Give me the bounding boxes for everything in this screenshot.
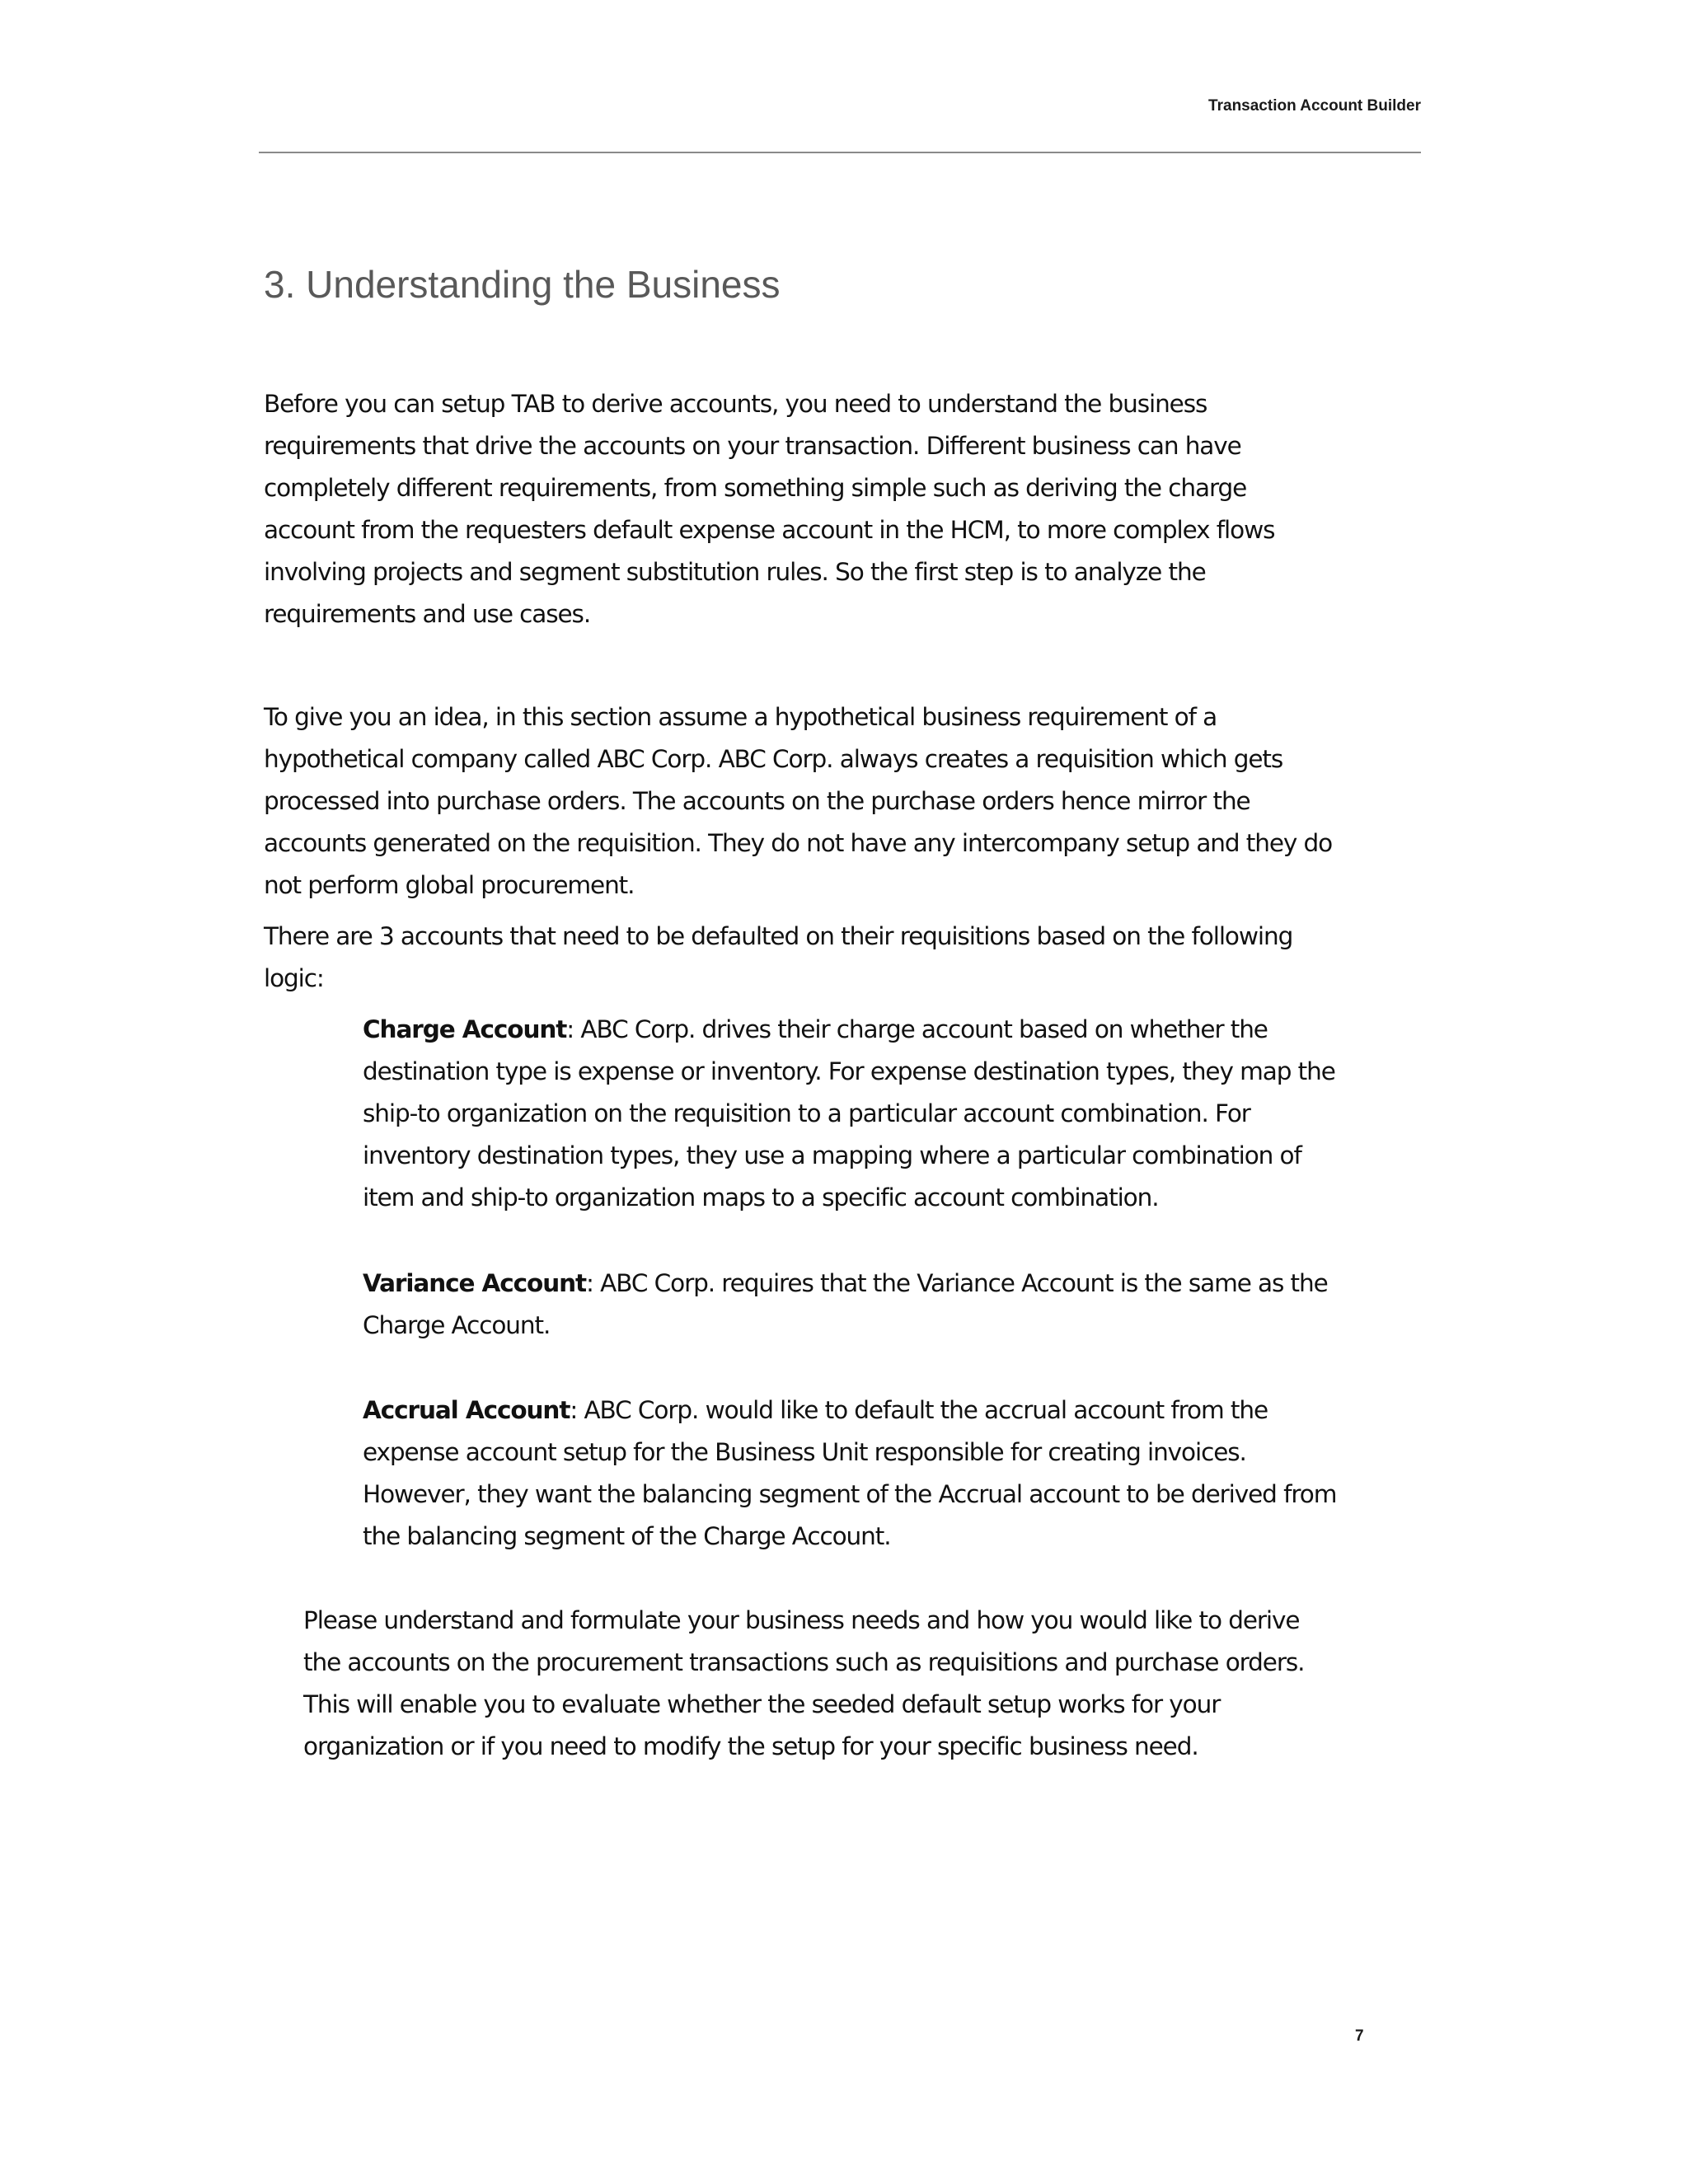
text-line: expense account setup for the Business Unit responsible for creating invoices. (363, 1438, 1246, 1466)
text-line: Before you can setup TAB to derive accounts, you need to understand the business (264, 390, 1207, 418)
definition-first-line (363, 1390, 1336, 1432)
text-line: Charge Account. (363, 1311, 551, 1339)
text-line: involving projects and segment substitution rules. So the first step is to analyze the (264, 558, 1206, 586)
page-number: 7 (1355, 2027, 1364, 2045)
definition-text: : ABC Corp. requires that the Variance Account is the same as the (586, 1269, 1328, 1297)
example-paragraph (264, 696, 1332, 907)
definition-term: Accrual Account (363, 1396, 570, 1424)
text-line: organization or if you need to modify the setup for your specific business need. (303, 1732, 1198, 1760)
definition-first-line (363, 1263, 1328, 1305)
text-line: Please understand and formulate your business needs and how you would like to derive (303, 1606, 1300, 1634)
section-title: 3. Understanding the Business (264, 263, 781, 306)
text-line: To give you an idea, in this section assume a hypothetical business requirement of a (264, 703, 1217, 731)
text-line: account from the requesters default expense account in the HCM, to more complex flows (264, 516, 1275, 544)
text-line: However, they want the balancing segment of the Accrual account to be derived from (363, 1480, 1337, 1508)
text-line: the accounts on the procurement transactions such as requisitions and purchase orders. (303, 1648, 1305, 1676)
definition-text: : ABC Corp. would like to default the accrual account from the (570, 1396, 1268, 1424)
accrual-account-definition (363, 1390, 1336, 1558)
text-line: ship-to organization on the requisition to a particular account combination. For (363, 1099, 1250, 1127)
closing-paragraph (303, 1600, 1304, 1768)
variance-account-definition (363, 1263, 1328, 1347)
text-line: the balancing segment of the Charge Account. (363, 1522, 891, 1550)
definition-term: Variance Account (363, 1269, 587, 1297)
text-line: inventory destination types, they use a mapping where a particular combination of (363, 1141, 1301, 1169)
charge-account-definition (363, 1009, 1335, 1219)
definition-first-line (363, 1009, 1335, 1051)
text-line: There are 3 accounts that need to be defaulted on their requisitions based on the following (264, 922, 1293, 950)
definition-term: Charge Account (363, 1015, 567, 1043)
text-line: This will enable you to evaluate whether the seeded default setup works for your (303, 1690, 1221, 1718)
definition-text: : ABC Corp. drives their charge account based on whether the (566, 1015, 1268, 1043)
text-line: requirements that drive the accounts on your transaction. Different business can have (264, 432, 1241, 460)
header-divider (259, 152, 1421, 153)
text-line: item and ship-to organization maps to a specific account combination. (363, 1183, 1159, 1212)
text-line: hypothetical company called ABC Corp. ABC Corp. always creates a requisition which gets (264, 745, 1283, 773)
text-line: requirements and use cases. (264, 600, 591, 628)
text-line: logic: (264, 964, 324, 992)
text-line: completely different requirements, from something simple such as deriving the charge (264, 474, 1247, 502)
text-line: destination type is expense or inventory. For expense destination types, they map the (363, 1057, 1335, 1085)
running-header: Transaction Account Builder (1208, 97, 1421, 115)
text-line: not perform global procurement. (264, 871, 635, 899)
text-line: accounts generated on the requisition. They do not have any intercompany setup and they do (264, 829, 1333, 857)
text-line: processed into purchase orders. The accounts on the purchase orders hence mirror the (264, 787, 1250, 815)
accounts-intro-paragraph (264, 916, 1292, 1000)
intro-paragraph (264, 383, 1274, 635)
